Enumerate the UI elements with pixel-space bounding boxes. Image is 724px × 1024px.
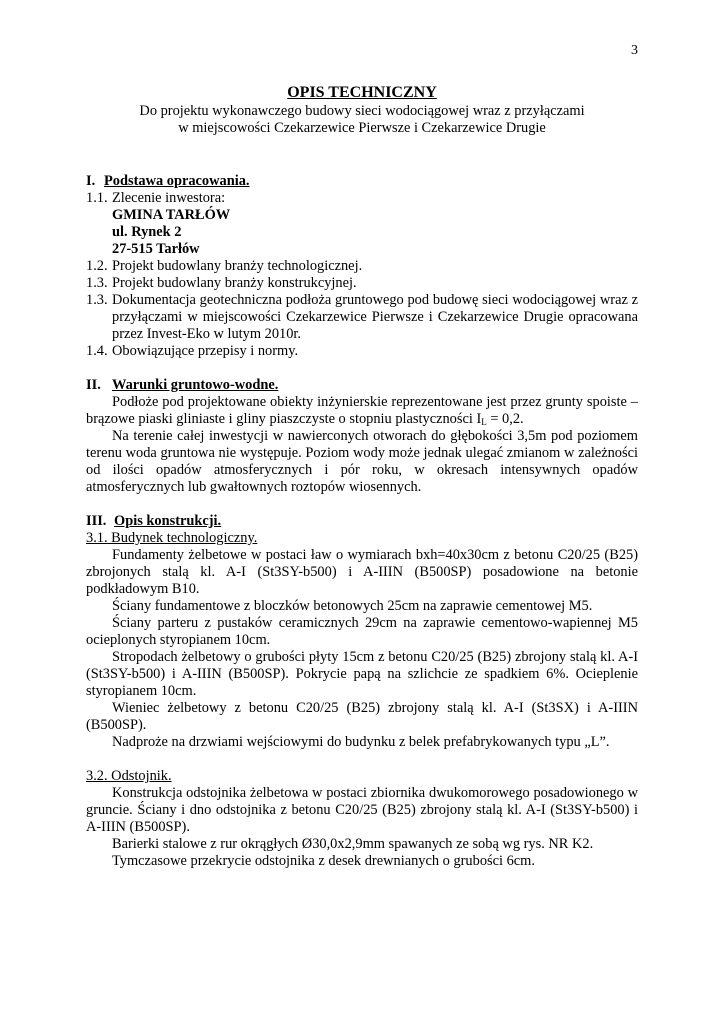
section-2-number: II. xyxy=(86,377,101,393)
paragraph: Ściany parteru z pustaków ceramicznych 29cm na zaprawie cementowo-wapiennej M5 ocieplonych styropianem 10cm. xyxy=(86,615,638,648)
document-title: OPIS TECHNICZNY xyxy=(287,84,437,101)
subsection-3-1-heading: 3.1. Budynek technologiczny. xyxy=(86,530,258,546)
section-1-title: Podstawa opracowania. xyxy=(104,173,250,189)
subtitle-line-2: w miejscowości Czekarzewice Pierwsze i Czekarzewice Drugie xyxy=(178,120,546,136)
list-item: 1.1. Zlecenie inwestora: xyxy=(86,190,226,206)
page-number: 3 xyxy=(631,43,638,58)
subtitle-line-1: Do projektu wykonawczego budowy sieci wodociągowej wraz z przyłączami xyxy=(139,103,585,119)
list-item: 1.2. Projekt budowlany branży technologicznej. xyxy=(86,258,363,274)
section-2-title: Warunki gruntowo-wodne. xyxy=(112,377,279,393)
section-2-heading xyxy=(86,377,638,394)
paragraph: Barierki stalowe z rur okrągłych Ø30,0x2,9mm spawanych ze sobą wg rys. NR K2. xyxy=(112,836,594,852)
section-1-heading xyxy=(86,173,638,190)
paragraph: Ściany fundamentowe z bloczków betonowych 25cm na zaprawie cementowej M5. xyxy=(112,598,593,614)
section-3-title: Opis konstrukcji. xyxy=(114,513,222,529)
investor-street: ul. Rynek 2 xyxy=(112,224,182,240)
paragraph: Tymczasowe przekrycie odstojnika z desek drewnianych o grubości 6cm. xyxy=(112,853,535,869)
investor-city: 27-515 Tarłów xyxy=(112,241,200,257)
section-3-heading xyxy=(86,513,638,530)
paragraph: Na terenie całej inwestycji w nawierconych otworach do głębokości 3,5m pod poziomem terenu woda gruntowa nie występuje. Poziom wody może jednak ulegać zmianom w zależności od ilości opadów atmosferycznych i pór roku, w okresach intensywnych opadów atmosferycznych lub gwałtownych roztopów wiosennych. xyxy=(86,428,638,495)
paragraph: Stropodach żelbetowy o grubości płyty 15cm z betonu C20/25 (B25) zbrojony stalą kl. A-I (St3SY-b500) i A-IIIN (B500SP). Pokrycie papą na szlichcie ze spadkiem 6%. Ocieplenie styropianem 10cm. xyxy=(86,649,638,699)
subsection-3-2-heading: 3.2. Odstojnik. xyxy=(86,768,172,784)
section-1-number: I. xyxy=(86,173,96,189)
list-item: 1.4. Obowiązujące przepisy i normy. xyxy=(86,343,299,359)
investor-name: GMINA TARŁÓW xyxy=(112,207,231,223)
document-body xyxy=(86,83,638,870)
paragraph: Konstrukcja odstojnika żelbetowa w postaci zbiornika dwukomorowego posadowionego w gruncie. Ściany i dno odstojnika z betonu C20/25 (B25) zbrojony stalą kl. A-I (St3SY-b500) i A-IIIN (B500SP). xyxy=(86,785,638,835)
paragraph: Podłoże pod projektowane obiekty inżynierskie reprezentowane jest przez grunty spoiste – brązowe piaski gliniaste i gliny piaszczyste o stopniu plastyczności $I_L = 0,2$. xyxy=(86,394,638,427)
paragraph: Wieniec żelbetowy z betonu C20/25 (B25) zbrojony stalą kl. A-I (St3SX) i A-IIIN (B500SP). xyxy=(86,700,638,733)
list-item: 1.3. Projekt budowlany branży konstrukcyjnej. xyxy=(86,275,357,291)
list-item: 1.3. Dokumentacja geotechniczna podłoża gruntowego pod budowę sieci wodociągowej wraz z przyłączami w miejscowości Czekarzewice Pierwsze i Czekarzewice Drugie opracowana przez Invest-Eko w lutym 2010r. xyxy=(86,292,638,342)
paragraph: Fundamenty żelbetowe w postaci ław o wymiarach bxh=40x30cm z betonu C20/25 (B25) zbrojonych stalą kl. A-I (St3SY-b500) i A-IIIN (B500SP) posadowione na betonie podkładowym B10. xyxy=(86,547,638,597)
section-3-number: III. xyxy=(86,513,107,529)
paragraph: Nadproże na drzwiami wejściowymi do budynku z belek prefabrykowanych typu „L”. xyxy=(112,734,610,750)
